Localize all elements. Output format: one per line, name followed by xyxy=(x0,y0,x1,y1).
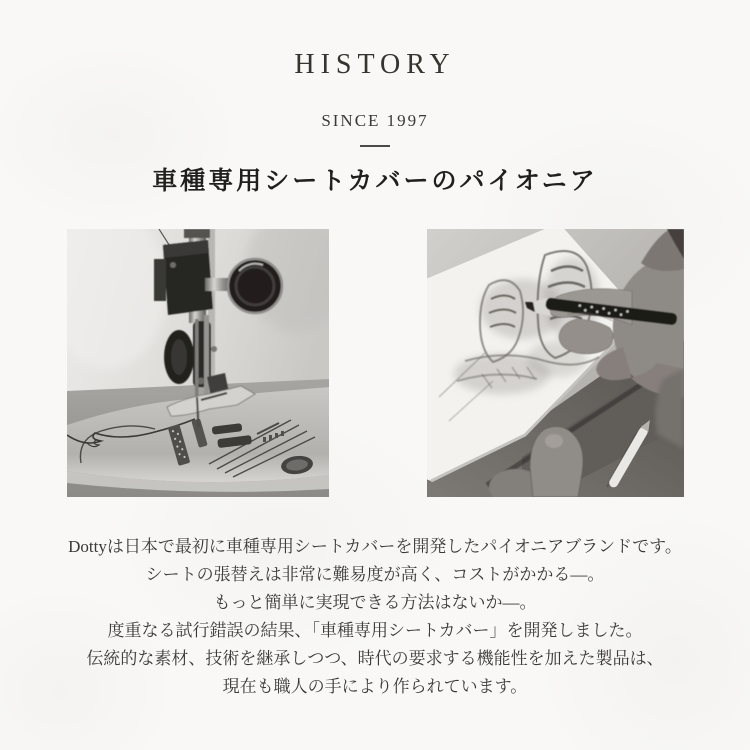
paragraph-line: シートの張替えは非常に難易度が高く、コストがかかる―。 xyxy=(145,564,605,584)
seat-sketch-image xyxy=(427,229,684,497)
seat-sketching-photo xyxy=(427,229,684,497)
sewing-machine-image xyxy=(67,229,329,497)
paragraph-line: 伝統的な素材、技術を継承しつつ、時代の要求する機能性を加えた製品は、 xyxy=(86,648,664,668)
paragraph-line: 現在も職人の手により作られています。 xyxy=(222,676,528,696)
divider-line xyxy=(360,145,390,147)
sewing-machine-photo xyxy=(67,229,329,497)
section-title: HISTORY xyxy=(294,49,456,80)
paragraph-line: 度重なる試行錯誤の結果、「車種専用シートカバー」を開発しました。 xyxy=(107,620,643,640)
paragraph-line: もっと簡単に実現できる方法はないか―。 xyxy=(213,592,537,612)
photo-row xyxy=(0,229,750,497)
catchphrase-heading: 車種専用シートカバーのパイオニア xyxy=(152,168,598,195)
paragraph-line: Dottyは日本で最初に車種専用シートカバーを開発したパイオニアブランドです。 xyxy=(68,536,682,556)
history-paragraph xyxy=(0,533,750,701)
section-subtitle: SINCE 1997 xyxy=(321,111,429,130)
